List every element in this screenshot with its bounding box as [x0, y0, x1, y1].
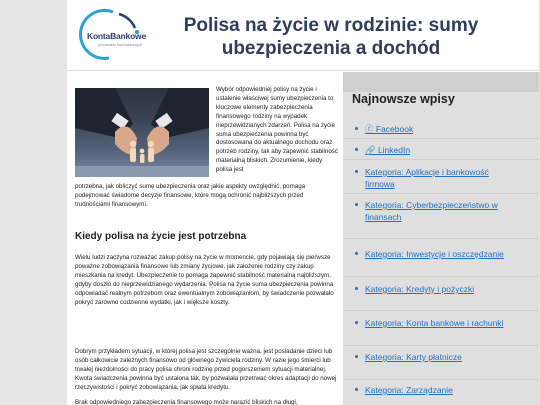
bullet-icon [355, 321, 358, 324]
article-paragraph-1: Wielu ludzi zaczyna rozważać zakup polisy na życie w momencie, gdy pojawiają się pierwsze poważne zobowiązania finansowe lub zmiany życiowe, jak założenie rodziny czy zakup mieszkania na kredyt. Ubezpieczenie to pomaga zapewnić stabilność materialną najbliższym, gdyby doszło do nieprzewidzianego wydarzenia. Polisa na życie suma ubezpieczenia powinna odpowiadać realnym potrzebom oraz ewentualnym zobowiązaniom, by świadczenie pozwalało pokryć zarówno codzienne wydatki, jak i większe koszty. [75, 254, 334, 306]
bullet-icon [355, 203, 358, 206]
sidebar-title: Najnowsze wpisy [352, 92, 455, 106]
bullet-icon [355, 170, 358, 173]
sidebar-link-category-investments[interactable]: Kategoria: Inwestycje i oszczędzanie [365, 249, 504, 259]
logo-tagline: porównanie kont bankowych [98, 43, 143, 47]
sidebar-link-category-loans[interactable]: Kategoria: Kredyty i pożyczki [365, 284, 475, 294]
bullet-icon [355, 252, 358, 255]
sidebar-link-category-apps[interactable]: Kategoria: Aplikacje i bankowość firmowa [365, 167, 489, 189]
site-header [67, 0, 539, 71]
article-paragraph-2: Dobrym przykładem sytuacji, w której polisa jest szczególnie ważna, jest posiadanie dzieci lub osób całkowicie zależnych finansowo od głównego żywiciela rodziny. W razie jego śmierci lub trwałej niezdolności do pracy polisa chroni rodzinę przed pogorszeniem sytuacji materialnej. Kwota świadczenia powinna być ustalona tak, by pozwalała przetrwać okres adaptacji do nowej rzeczywistości i pokryć zobowiązania, jak spłata kredytu. [75, 348, 337, 391]
site-logo[interactable] [73, 8, 155, 60]
logo-text: KontaBankowe [87, 31, 146, 41]
sidebar-link-category-accounts[interactable]: Kategoria: Konta bankowe i rachunki [365, 318, 504, 328]
divider [343, 138, 539, 139]
bullet-icon [355, 287, 358, 290]
sidebar-link-category-cards[interactable]: Kategoria: Karty płatnicze [365, 352, 462, 362]
sidebar-link-category-cybersecurity[interactable]: Kategoria: Cyberbezpieczeństwo w finansach [365, 200, 498, 222]
section-heading: Kiedy polisa na życie jest potrzebna [75, 231, 247, 242]
family-protection-image [75, 88, 209, 177]
divider [343, 238, 539, 239]
divider [343, 276, 539, 277]
hero-image [75, 88, 209, 177]
bullet-icon [355, 148, 358, 151]
sidebar [343, 72, 539, 405]
article-content [75, 86, 338, 405]
sidebar-link-category-management[interactable]: Kategoria: Zarządzanie [365, 385, 453, 395]
divider [343, 159, 539, 160]
sidebar-link-facebook[interactable]: ⓕ Facebook [365, 124, 414, 134]
divider [343, 310, 539, 311]
article-paragraph-3: Brak odpowiedniego zabezpieczenia finansowego może narazić bliskich na długi, [75, 399, 298, 405]
intro-paragraph-continued: potrzebna, jak obliczyć sumę ubezpieczenia oraz jakie aspekty uwzględnić, pomaga podejmować świadome decyzje finansowe, które mogą ochronić najbliższych przed trudnościami finansowymi. [75, 183, 306, 208]
divider [343, 193, 539, 194]
divider [343, 379, 539, 380]
page-title [163, 14, 499, 60]
divider [343, 345, 539, 346]
page [67, 0, 539, 405]
bullet-icon [355, 355, 358, 358]
bullet-icon [355, 388, 358, 391]
bullet-icon [355, 127, 358, 130]
sidebar-link-linkedin[interactable]: 🔗 LinkedIn [365, 145, 411, 155]
page-title-line-2: ubezpieczenia a dochód [221, 38, 441, 59]
sidebar-header-band [343, 72, 539, 92]
page-title-line-1: Polisa na życie w rodzinie: sumy [183, 15, 479, 36]
intro-paragraph: Wybór odpowiedniej polisy na życie i ustalenie właściwej sumy ubezpieczenia to kluczowe elementy zabezpieczenia finansowego rodziny na wypadek nieprzewidzianych zdarzeń. Polisa na życie suma ubezpieczenia powinna być dostosowana do aktualnego dochodu oraz potrzeb rodziny, tak aby zapewnić stabilność materialną bliskich. Zrozumienie, kiedy polisa jest [216, 86, 338, 174]
